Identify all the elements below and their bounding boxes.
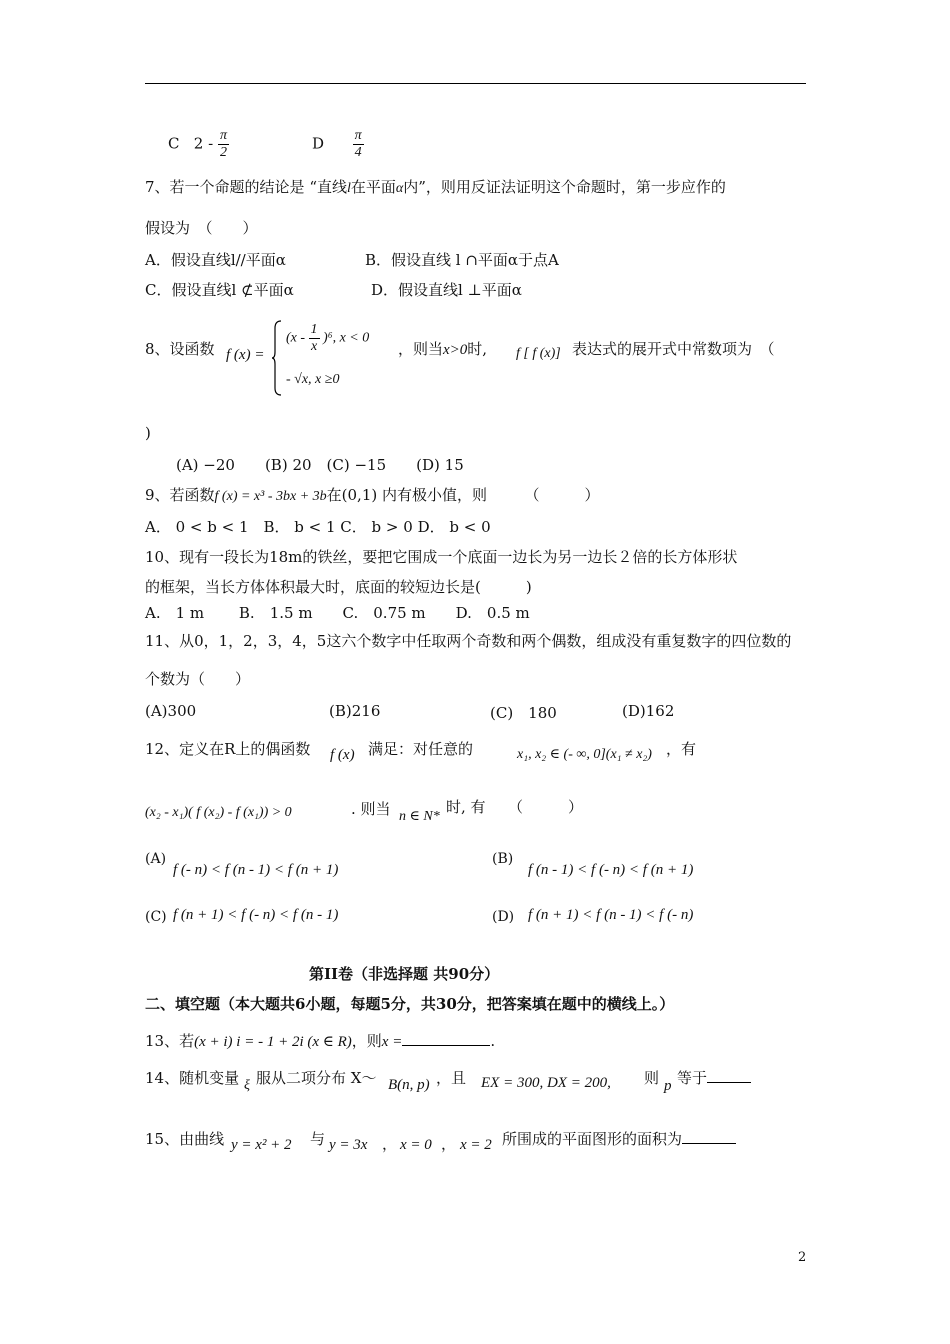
q14-mid2: ，且 bbox=[436, 1069, 467, 1087]
q11-line1: 11、从0，1，2，3，4，5这六个数字中任取两个奇数和两个偶数，组成没有重复数字的四位数的 bbox=[145, 632, 792, 650]
q15-lead: 15、由曲线 bbox=[145, 1130, 225, 1148]
q15-line2: x = 2 bbox=[460, 1137, 492, 1153]
answer-blank[interactable] bbox=[402, 1045, 490, 1046]
q8-options: (A) −20 (B) 20 (C) −15 (D) 15 bbox=[176, 456, 464, 474]
q12-fx: f (x) bbox=[330, 747, 355, 763]
q12-option-b-label: (B) bbox=[492, 851, 514, 867]
q12-option-b: f (n - 1) < f (- n) < f (n + 1) bbox=[528, 862, 694, 878]
answer-blank[interactable] bbox=[682, 1143, 736, 1144]
q15-comma1: ， bbox=[382, 1135, 398, 1153]
q10-line1: 10、现有一段长为18m的铁丝，要把它围成一个底面一边长为另一边长２倍的长方体形状 bbox=[145, 548, 738, 566]
section-heading: 二、填空题（本大题共6小题，每题5分，共30分，把答案填在题中的横线上。） bbox=[145, 995, 675, 1013]
brace-icon bbox=[272, 320, 282, 396]
q14-mid3: 则 bbox=[644, 1069, 660, 1087]
q11-option-d: (D)162 bbox=[622, 702, 675, 720]
page-number: 2 bbox=[798, 1250, 807, 1265]
q12-option-a: f (- n) < f (n - 1) < f (n + 1) bbox=[173, 862, 339, 878]
q7-option-b: B．假设直线 l ∩平面α于点A bbox=[365, 251, 559, 269]
option-label: D bbox=[312, 134, 325, 153]
q11-line2: 个数为（ ） bbox=[145, 670, 251, 688]
q8-case1: (x - $\frac{1}{x}$ )⁶, x < 0 bbox=[286, 322, 370, 354]
q15-curve1: y = x² + 2 bbox=[231, 1137, 292, 1153]
q8-case2: - √x, x ≥0 bbox=[286, 372, 340, 387]
q12-stem-tail: ，有 bbox=[666, 740, 697, 758]
q12-option-d-label: (D) bbox=[492, 909, 515, 925]
q12-n-condition: n ∈ N* bbox=[399, 809, 440, 824]
q14-p: p bbox=[664, 1078, 672, 1094]
q12-option-c: f (n + 1) < f (- n) < f (n - 1) bbox=[173, 907, 339, 923]
q8-composite: f [ f (x)] bbox=[516, 346, 561, 361]
q11-option-b: (B)216 bbox=[329, 702, 381, 720]
q10-line2: 的框架，当长方体体积最大时，底面的较短边长是( ) bbox=[145, 578, 532, 596]
section-title: 第II卷（非选择题 共90分） bbox=[309, 965, 500, 983]
fraction: $\frac{\pi}{4}$ bbox=[354, 128, 362, 160]
q8-lead: 8、设函数 bbox=[145, 340, 215, 358]
answer-blank[interactable] bbox=[707, 1082, 751, 1083]
q10-options: A. 1 m B. 1.5 m C. 0.75 m D. 0.5 m bbox=[145, 604, 530, 622]
q9-options: A． 0 < b < 1 B． b < 1 C． b > 0 D． b < 0 bbox=[145, 518, 491, 536]
q12-stem-mid: 满足：对任意的 bbox=[368, 740, 474, 758]
q8-tail: 表达式的展开式中常数项为 （ bbox=[572, 340, 775, 358]
fraction: $\frac{1}{x}$ bbox=[310, 322, 318, 354]
q15-curve2: y = 3x bbox=[329, 1137, 368, 1153]
q8-condition: ，则当x>0时, bbox=[398, 340, 488, 358]
q14-condition: EX = 300, DX = 200, bbox=[481, 1075, 611, 1091]
q15-mid: 与 bbox=[310, 1130, 326, 1148]
q15-line1: x = 0 bbox=[400, 1137, 432, 1153]
q7-option-a: A．假设直线l//平面α bbox=[145, 251, 286, 269]
q11-option-a: (A)300 bbox=[145, 702, 197, 720]
q9-stem: 9、若函数f (x) = x³ - 3bx + 3b在(0,1) 内有极小值，则 （ ） bbox=[145, 486, 600, 504]
q8-fx: f (x) = bbox=[226, 347, 265, 363]
q12-line2-tail: 时, 有 （ ） bbox=[446, 798, 584, 816]
q12-stem-lead: 12、定义在R上的偶函数 bbox=[145, 740, 311, 758]
q13: 13、若(x + i) i = - 1 + 2i (x ∈ R)，则x = . bbox=[145, 1032, 496, 1050]
q14-xi: ξ bbox=[244, 1078, 250, 1093]
header-rule bbox=[145, 83, 806, 84]
q8-close: ) bbox=[145, 424, 151, 442]
q6-option-c bbox=[168, 128, 229, 161]
q8-piecewise bbox=[272, 320, 394, 396]
q12-option-c-label: (C) bbox=[145, 909, 167, 925]
q15-tail: 所围成的平面图形的面积为 bbox=[502, 1128, 736, 1149]
q12-option-d: f (n + 1) < f (n - 1) < f (- n) bbox=[528, 907, 694, 923]
q12-option-a-label: (A) bbox=[145, 851, 167, 867]
q7-option-d: D．假设直线l ⊥平面α bbox=[371, 281, 522, 299]
option-expr: 2 - bbox=[193, 134, 214, 153]
q14-tail: 等于 bbox=[677, 1067, 751, 1088]
q7-stem-line2: 假设为 （ ） bbox=[145, 219, 258, 237]
q11-option-c: (C) 180 bbox=[490, 704, 557, 722]
q12-condition: x₁, x₂ ∈ (- ∞, 0](x₁ ≠ x₂) bbox=[517, 747, 652, 762]
option-label: C bbox=[168, 134, 180, 153]
q14-dist: B(n, p) bbox=[388, 1077, 430, 1093]
q14-mid: 服从二项分布 X～ bbox=[256, 1069, 377, 1087]
q14-lead: 14、随机变量 bbox=[145, 1069, 240, 1087]
q15-comma2: ， bbox=[441, 1135, 457, 1153]
q12-line2-mid: . 则当 bbox=[351, 800, 391, 818]
q6-option-d bbox=[312, 128, 364, 161]
q7-stem-line1: 7、若一个命题的结论是 “直线l在平面α内”，则用反证法证明这个命题时，第一步应作的 bbox=[145, 178, 726, 196]
q7-option-c: C．假设直线l ⊄平面α bbox=[145, 281, 294, 299]
q12-inequality: (x₂ - x₁)( f (x₂) - f (x₁)) > 0 bbox=[145, 805, 292, 820]
fraction: $\frac{\pi}{2}$ bbox=[219, 128, 227, 160]
